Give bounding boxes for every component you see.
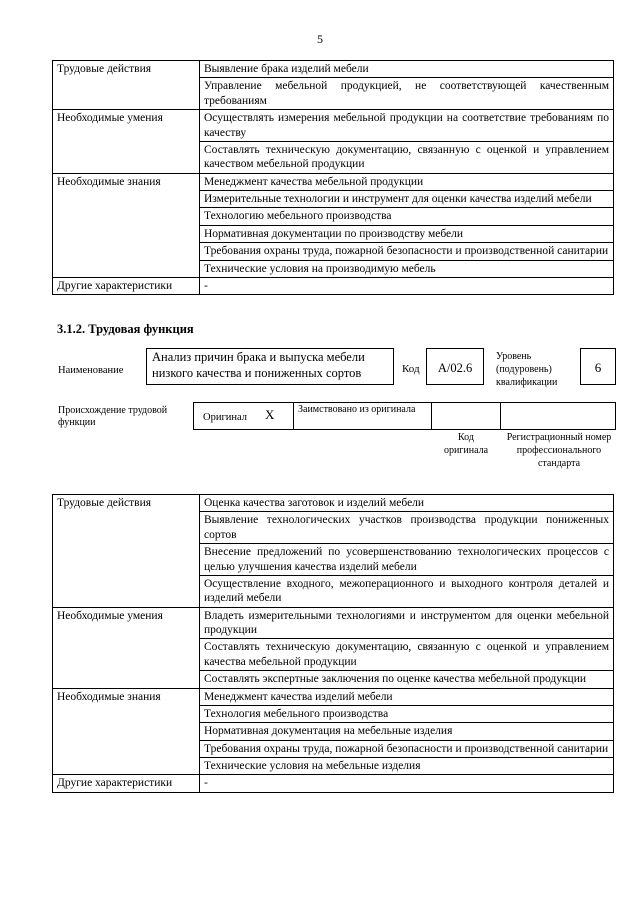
table-cell: Осуществлять измерения мебельной продукции на соответствие требованиям по качеству <box>200 110 614 142</box>
table-cell: Осуществление входного, межоперационного и выходного контроля деталей и изделий мебели <box>200 575 614 607</box>
code-label: Код <box>402 363 420 375</box>
reg-number-caption: Регистрационный номер профессионального стандарта <box>506 432 612 469</box>
row-heading: Другие характеристики <box>53 277 200 294</box>
row-heading: Трудовые действия <box>53 61 200 110</box>
table-cell: Измерительные технологии и инструмент для оценки качества изделий мебели <box>200 191 614 208</box>
name-label: Наименование <box>58 365 124 376</box>
table-cell: - <box>200 277 614 294</box>
table-cell: Требования охраны труда, пожарной безопасности и производственной санитарии <box>200 243 614 260</box>
row-heading: Необходимые умения <box>53 110 200 174</box>
labor-function-table-2 <box>52 494 614 793</box>
table-cell: Технические условия на производимую мебель <box>200 260 614 277</box>
table-row <box>53 110 614 142</box>
row-heading: Другие характеристики <box>53 775 200 792</box>
table-cell: Владеть измерительными технологиями и инструментом для оценки мебельной продукции <box>200 607 614 639</box>
function-code: A/02.6 <box>437 361 473 375</box>
origin-divider-2 <box>431 402 432 430</box>
row-heading: Необходимые умения <box>53 607 200 688</box>
original-label: Оригинал <box>203 412 247 423</box>
row-heading: Необходимые знания <box>53 173 200 277</box>
table-cell: Выявление технологических участков производства продукции пониженных сортов <box>200 512 614 544</box>
qualification-level-label: Уровень (подуровень) квалификации <box>496 351 558 388</box>
table-cell: Составлять техническую документацию, связанную с оценкой и управлением качеством мебельной продукции <box>200 141 614 173</box>
table-row <box>53 277 614 294</box>
table-cell: Требования охраны труда, пожарной безопасности и производственной санитарии <box>200 740 614 757</box>
table-cell: Составлять техническую документацию, связанную с оценкой и управлением качества мебельной продукции <box>200 639 614 671</box>
table-cell: Выявление брака изделий мебели <box>200 61 614 78</box>
table-cell: - <box>200 775 614 792</box>
table-cell: Внесение предложений по усовершенствованию технологических процессов с целью улучшения качества изделий мебели <box>200 544 614 576</box>
table-cell: Менеджмент качества мебельной продукции <box>200 173 614 190</box>
table-cell: Нормативная документация на мебельные изделия <box>200 723 614 740</box>
table-cell: Технические условия на мебельные изделия <box>200 758 614 775</box>
labor-function-table-1 <box>52 60 614 295</box>
table-row <box>53 607 614 639</box>
table-row <box>53 688 614 705</box>
origin-label: Происхождение трудовой функции <box>58 405 168 428</box>
origin-divider-3 <box>500 402 501 430</box>
table-row <box>53 775 614 792</box>
function-name: Анализ причин брака и выпуска мебели низкого качества и пониженных сортов <box>152 350 365 380</box>
table-row <box>53 173 614 190</box>
page-number: 5 <box>317 32 323 46</box>
section-title: 3.1.2. Трудовая функция <box>57 322 194 336</box>
table-row <box>53 61 614 78</box>
table-row <box>53 495 614 512</box>
original-mark: X <box>265 407 275 422</box>
row-heading: Необходимые знания <box>53 688 200 775</box>
origin-divider-1 <box>293 402 294 430</box>
table-cell: Составлять экспертные заключения по оценке качества мебельной продукции <box>200 671 614 688</box>
row-heading: Трудовые действия <box>53 495 200 608</box>
borrowed-label: Заимствовано из оригинала <box>298 404 416 415</box>
origin-code-caption: Код оригинала <box>443 432 489 456</box>
table-cell: Нормативная документации по производству мебели <box>200 225 614 242</box>
qualification-level: 6 <box>594 360 602 375</box>
table-cell: Менеджмент качества изделий мебели <box>200 688 614 705</box>
table-cell: Оценка качества заготовок и изделий мебели <box>200 495 614 512</box>
table-cell: Технология мебельного производства <box>200 705 614 722</box>
table-cell: Технологию мебельного производства <box>200 208 614 225</box>
table-cell: Управление мебельной продукцией, не соответствующей качественным требованиям <box>200 78 614 110</box>
